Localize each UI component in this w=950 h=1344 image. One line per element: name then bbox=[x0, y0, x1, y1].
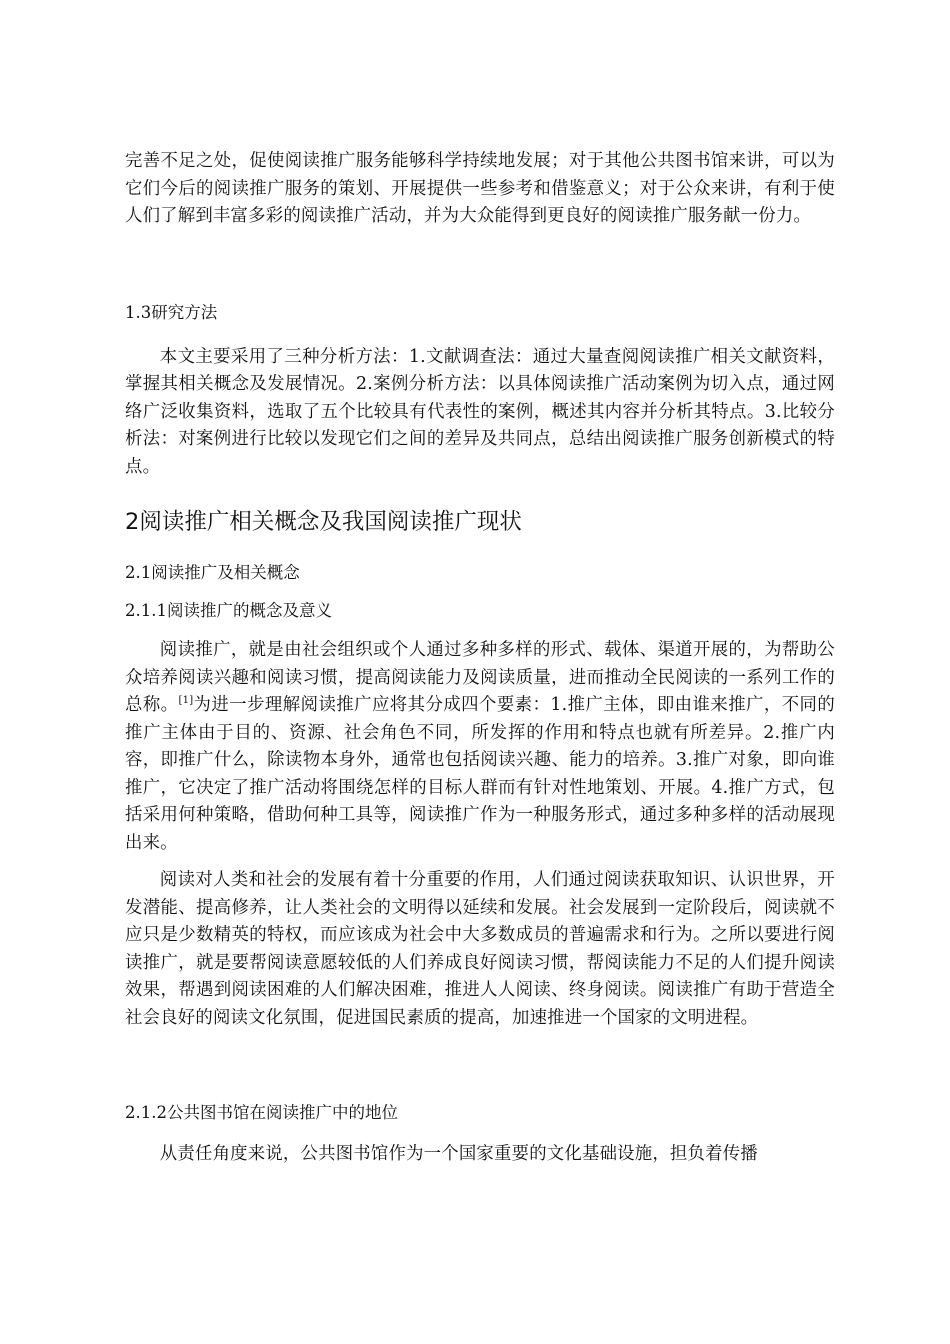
concept-text-b: 为进一步理解阅读推广应将其分成四个要素：1.推广主体，即由谁来推广，不同的推广主体由于目的、资源、社会角色不同，所发挥的作用和特点也就有所差异。2.推广内容，即推广什么，除读物本身外，通常也包括阅读兴趣、能力的培养。3.推广对象，即向谁推广，它决定了推广活动将围绕怎样的目标人群而有针对性地策划、开展。4.推广方式，包括采用何种策略，借助何种工具等，阅读推广作为一种服务形式，通过多种多样的活动展现出来。 bbox=[125, 695, 835, 853]
section-heading-1-3: 1.3研究方法 bbox=[125, 302, 218, 322]
significance-paragraph: 阅读对人类和社会的发展有着十分重要的作用，人们通过阅读获取知识、认识世界，开发潜能、提高修养，让人类社会的文明得以延续和发展。社会发展到一定阶段后，阅读就不应只是少数精英的特权，而应该成为社会中大多数成员的普遍需求和行为。之所以要进行阅读推广，就是要帮阅读意愿较低的人们养成良好阅读习惯，帮阅读能力不足的人们提升阅读效果，帮遇到阅读困难的人们解决困难，推进人人阅读、终身阅读。阅读推广有助于营造全社会良好的阅读文化氛围，促进国民素质的提高，加速推进一个国家的文明进程。 bbox=[125, 870, 835, 1028]
document-page bbox=[125, 148, 835, 1169]
concept-paragraph bbox=[125, 637, 835, 857]
chapter-heading-2: 2阅读推广相关概念及我国阅读推广现状 bbox=[125, 509, 522, 535]
section-heading-2-1-2: 2.1.2公共图书馆在阅读推广中的地位 bbox=[125, 1103, 398, 1122]
section-heading-2-1: 2.1阅读推广及相关概念 bbox=[125, 563, 300, 582]
intro-paragraph-continued: 完善不足之处，促使阅读推广服务能够科学持续地发展；对于其他公共图书馆来讲，可以为它们今后的阅读推广服务的策划、开展提供一些参考和借鉴意义；对于公众来讲，有利于使人们了解到丰富多彩的阅读推广活动，并为大众能得到更良好的阅读推广服务献一份力。 bbox=[125, 151, 835, 226]
citation-ref: [1] bbox=[178, 695, 194, 706]
concept-text-a: 阅读推广，就是由社会组织或个人通过多种多样的形式、载体、渠道开展的，为帮助公众培养阅读兴趣和阅读习惯，提高阅读能力及阅读质量，进而推动全民阅读的一系列工作的总称。 bbox=[125, 640, 835, 715]
methods-paragraph: 本文主要采用了三种分析方法：1.文献调查法：通过大量查阅阅读推广相关文献资料，掌握其相关概念及发展情况。2.案例分析方法：以具体阅读推广活动案例为切入点，通过网络广泛收集资料，选取了五个比较具有代表性的案例，概述其内容并分析其特点。3.比较分析法：对案例进行比较以发现它们之间的差异及共同点，总结出阅读推广服务创新模式的特点。 bbox=[125, 346, 835, 477]
library-role-paragraph: 从责任角度来说，公共图书馆作为一个国家重要的文化基础设施，担负着传播 bbox=[159, 1144, 758, 1164]
section-heading-2-1-1: 2.1.1阅读推广的概念及意义 bbox=[125, 601, 332, 620]
